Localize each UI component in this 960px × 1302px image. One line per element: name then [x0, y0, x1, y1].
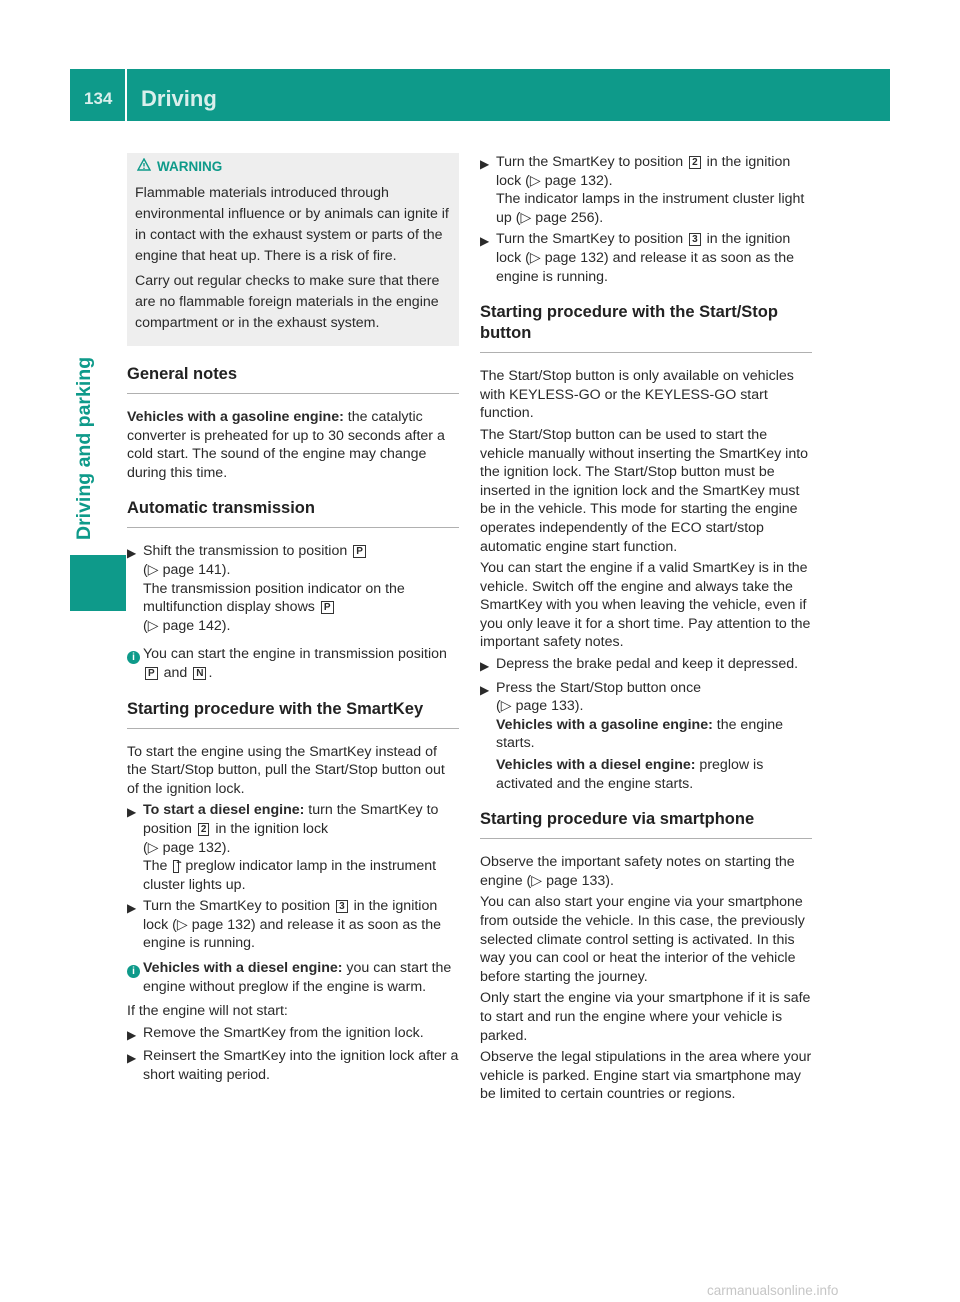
page-reference[interactable]: (▷ page 133). [496, 698, 584, 715]
instruction-step [127, 542, 459, 635]
bold-label: To start a diesel engine: [143, 802, 305, 819]
bold-label: Vehicles with a gasoline engine: [127, 409, 344, 425]
info-icon: i [127, 959, 143, 996]
step-body: Depress the brake pedal and keep it depressed. [496, 656, 799, 673]
page-reference[interactable]: (▷ page 141). [143, 561, 231, 578]
smartphone-paragraph: Observe the legal stipulations in the area where your vehicle is parked. Engine start via smartphone may be limited to certain countries or regions. [480, 1049, 812, 1103]
warning-paragraph: Flammable materials introduced through environmental influence or by animals can ignite if in contact with the exhaust system or parts of the engine that heat up. There is a risk of fire. [135, 185, 449, 264]
start-stop-paragraph: You can start the engine if a valid SmartKey is in the vehicle. Switch off the engine and always take the SmartKey with you when leaving the vehicle, even if you only leave it for a short time. Pay attention to the important safety notes. [480, 560, 811, 651]
page-reference[interactable]: (▷ page 132). [143, 839, 231, 856]
step-body [496, 153, 812, 227]
step-body [143, 801, 459, 894]
step-body [496, 230, 812, 286]
diesel-line [496, 756, 812, 793]
text: preglow is activated and the engine starts. [496, 757, 764, 792]
text: The transmission position indicator on the multifunction display shows [143, 580, 405, 616]
step-arrow-icon: ▶ [480, 659, 490, 674]
step-body [496, 679, 812, 794]
bold-label: Vehicles with a diesel engine: [143, 960, 343, 977]
text: and [159, 664, 192, 681]
instruction-step [480, 655, 812, 676]
instruction-step [127, 897, 459, 953]
text: in the ignition lock (▷ page 132) and release it as soon as the engine is running. [143, 898, 441, 952]
text: in the ignition lock [211, 820, 329, 837]
page-title: Driving [141, 86, 217, 111]
step-arrow-icon: ▶ [480, 682, 490, 697]
text: in the ignition lock (▷ page 132). [496, 154, 791, 189]
instruction-step [480, 153, 812, 227]
info-icon: i [127, 645, 143, 682]
gear-p-symbol-icon: P [145, 667, 158, 680]
instruction-step [127, 801, 459, 894]
info-note [127, 645, 459, 682]
header-divider [125, 69, 127, 121]
side-tab-square [70, 555, 126, 611]
text: the engine starts. [496, 716, 784, 752]
text: Shift the transmission to position [143, 543, 352, 560]
right-column [480, 153, 812, 1107]
warning-title-text: WARNING [157, 158, 223, 174]
warning-box [127, 153, 459, 346]
text: Turn the SmartKey to position [496, 154, 688, 170]
left-column [127, 153, 459, 1088]
text: Turn the SmartKey to position [143, 898, 335, 915]
step-arrow-icon: ▶ [127, 1027, 137, 1042]
position-3-symbol-icon: 3 [689, 233, 701, 246]
step-body [143, 542, 459, 635]
gear-p-symbol-icon: P [353, 545, 366, 558]
text: You can start the engine in transmission position [143, 646, 447, 663]
instruction-step [480, 230, 812, 286]
bold-label: Vehicles with a diesel engine: [496, 757, 696, 774]
info-note [127, 959, 459, 996]
step-body [143, 897, 459, 953]
step-arrow-icon: ▶ [127, 901, 137, 916]
step-arrow-icon: ▶ [480, 157, 490, 171]
gear-n-symbol-icon: N [193, 667, 206, 680]
side-tab-label [73, 340, 99, 540]
page-reference[interactable]: (▷ page 142). [143, 617, 231, 634]
smartkey-intro: To start the engine using the SmartKey instead of the Start/Stop button, pull the Start/Stop button out of the ignition lock. [127, 743, 445, 797]
smartphone-paragraph: Only start the engine via your smartphone if it is safe to start and run the engine where your vehicle is parked. [480, 990, 811, 1044]
section-heading-smartphone: Starting procedure via smartphone [480, 809, 812, 839]
bold-label: Vehicles with a gasoline engine: [496, 716, 713, 733]
position-2-symbol-icon: 2 [689, 156, 701, 169]
step-body: Remove the SmartKey from the ignition lock. [143, 1024, 424, 1041]
text: . [208, 664, 213, 681]
watermark: carmanualsonline.info [707, 1283, 839, 1298]
step-body: Reinsert the SmartKey into the ignition lock after a short waiting period. [143, 1048, 459, 1084]
position-3-symbol-icon: 3 [336, 900, 348, 913]
smartphone-paragraph: You can also start your engine via your smartphone from outside the vehicle. In this case, the previously selected climate control setting is activated. In this way you can cool or heat the interior of the vehicle before starting the journey. [480, 894, 805, 985]
warning-title [135, 157, 451, 177]
step-arrow-icon: ▶ [127, 1051, 137, 1066]
text: Press the Start/Stop button once [496, 679, 702, 696]
section-heading-smartkey: Starting procedure with the SmartKey [127, 699, 459, 729]
text: the catalytic converter is preheated for up to 30 seconds after a cold start. The sound of the engine may change during this time. [127, 409, 445, 481]
step-arrow-icon: ▶ [127, 546, 137, 561]
text: in the ignition lock (▷ page 132) and release it as soon as the engine is running. [496, 231, 794, 285]
info-body [143, 959, 459, 996]
warning-triangle-icon [137, 158, 151, 177]
start-stop-paragraph: The Start/Stop button is only available on vehicles with KEYLESS-GO or the KEYLESS-GO start function. [480, 368, 794, 422]
section-heading-start-stop: Starting procedure with the Start/Stop button [480, 302, 812, 353]
preglow-symbol-icon [173, 860, 179, 873]
start-stop-paragraph: The Start/Stop button can be used to start the vehicle manually without inserting the SmartKey into the ignition lock. The Start/Stop button must be inserted in the ignition lock and the SmartKey must be in the vehicle. This mode for starting the engine operates independently of the ECO start/stop automatic engine start function. [480, 426, 809, 555]
text: Turn the SmartKey to position [496, 231, 688, 248]
instruction-step [127, 1024, 459, 1045]
section-heading-general-notes: General notes [127, 364, 459, 394]
text: The [143, 858, 172, 875]
text: preglow indicator lamp in the instrument cluster lights up. [143, 858, 437, 893]
gear-p-symbol-icon: P [321, 601, 334, 614]
text: turn the SmartKey to position [143, 802, 439, 837]
instruction-step [127, 1047, 459, 1084]
step-arrow-icon: ▶ [127, 805, 137, 820]
info-body [143, 645, 459, 682]
text: you can start the engine without preglow if the engine is warm. [143, 960, 452, 995]
page-number: 134 [84, 89, 113, 108]
step-arrow-icon: ▶ [480, 234, 490, 249]
section-heading-automatic-transmission: Automatic transmission [127, 498, 459, 528]
text: The indicator lamps in the instrument cluster light up (▷ page 256). [496, 191, 805, 226]
side-tab-label-text: Driving and parking [73, 356, 95, 540]
instruction-step [480, 679, 812, 794]
not-start-text: If the engine will not start: [127, 1003, 288, 1020]
position-2-symbol-icon: 2 [198, 823, 210, 836]
warning-paragraph: Carry out regular checks to make sure that there are no flammable foreign materials in the engine compartment or in the exhaust system. [135, 273, 440, 331]
general-notes-text [127, 408, 459, 482]
smartphone-paragraph: Observe the important safety notes on starting the engine (▷ page 133). [480, 854, 795, 889]
